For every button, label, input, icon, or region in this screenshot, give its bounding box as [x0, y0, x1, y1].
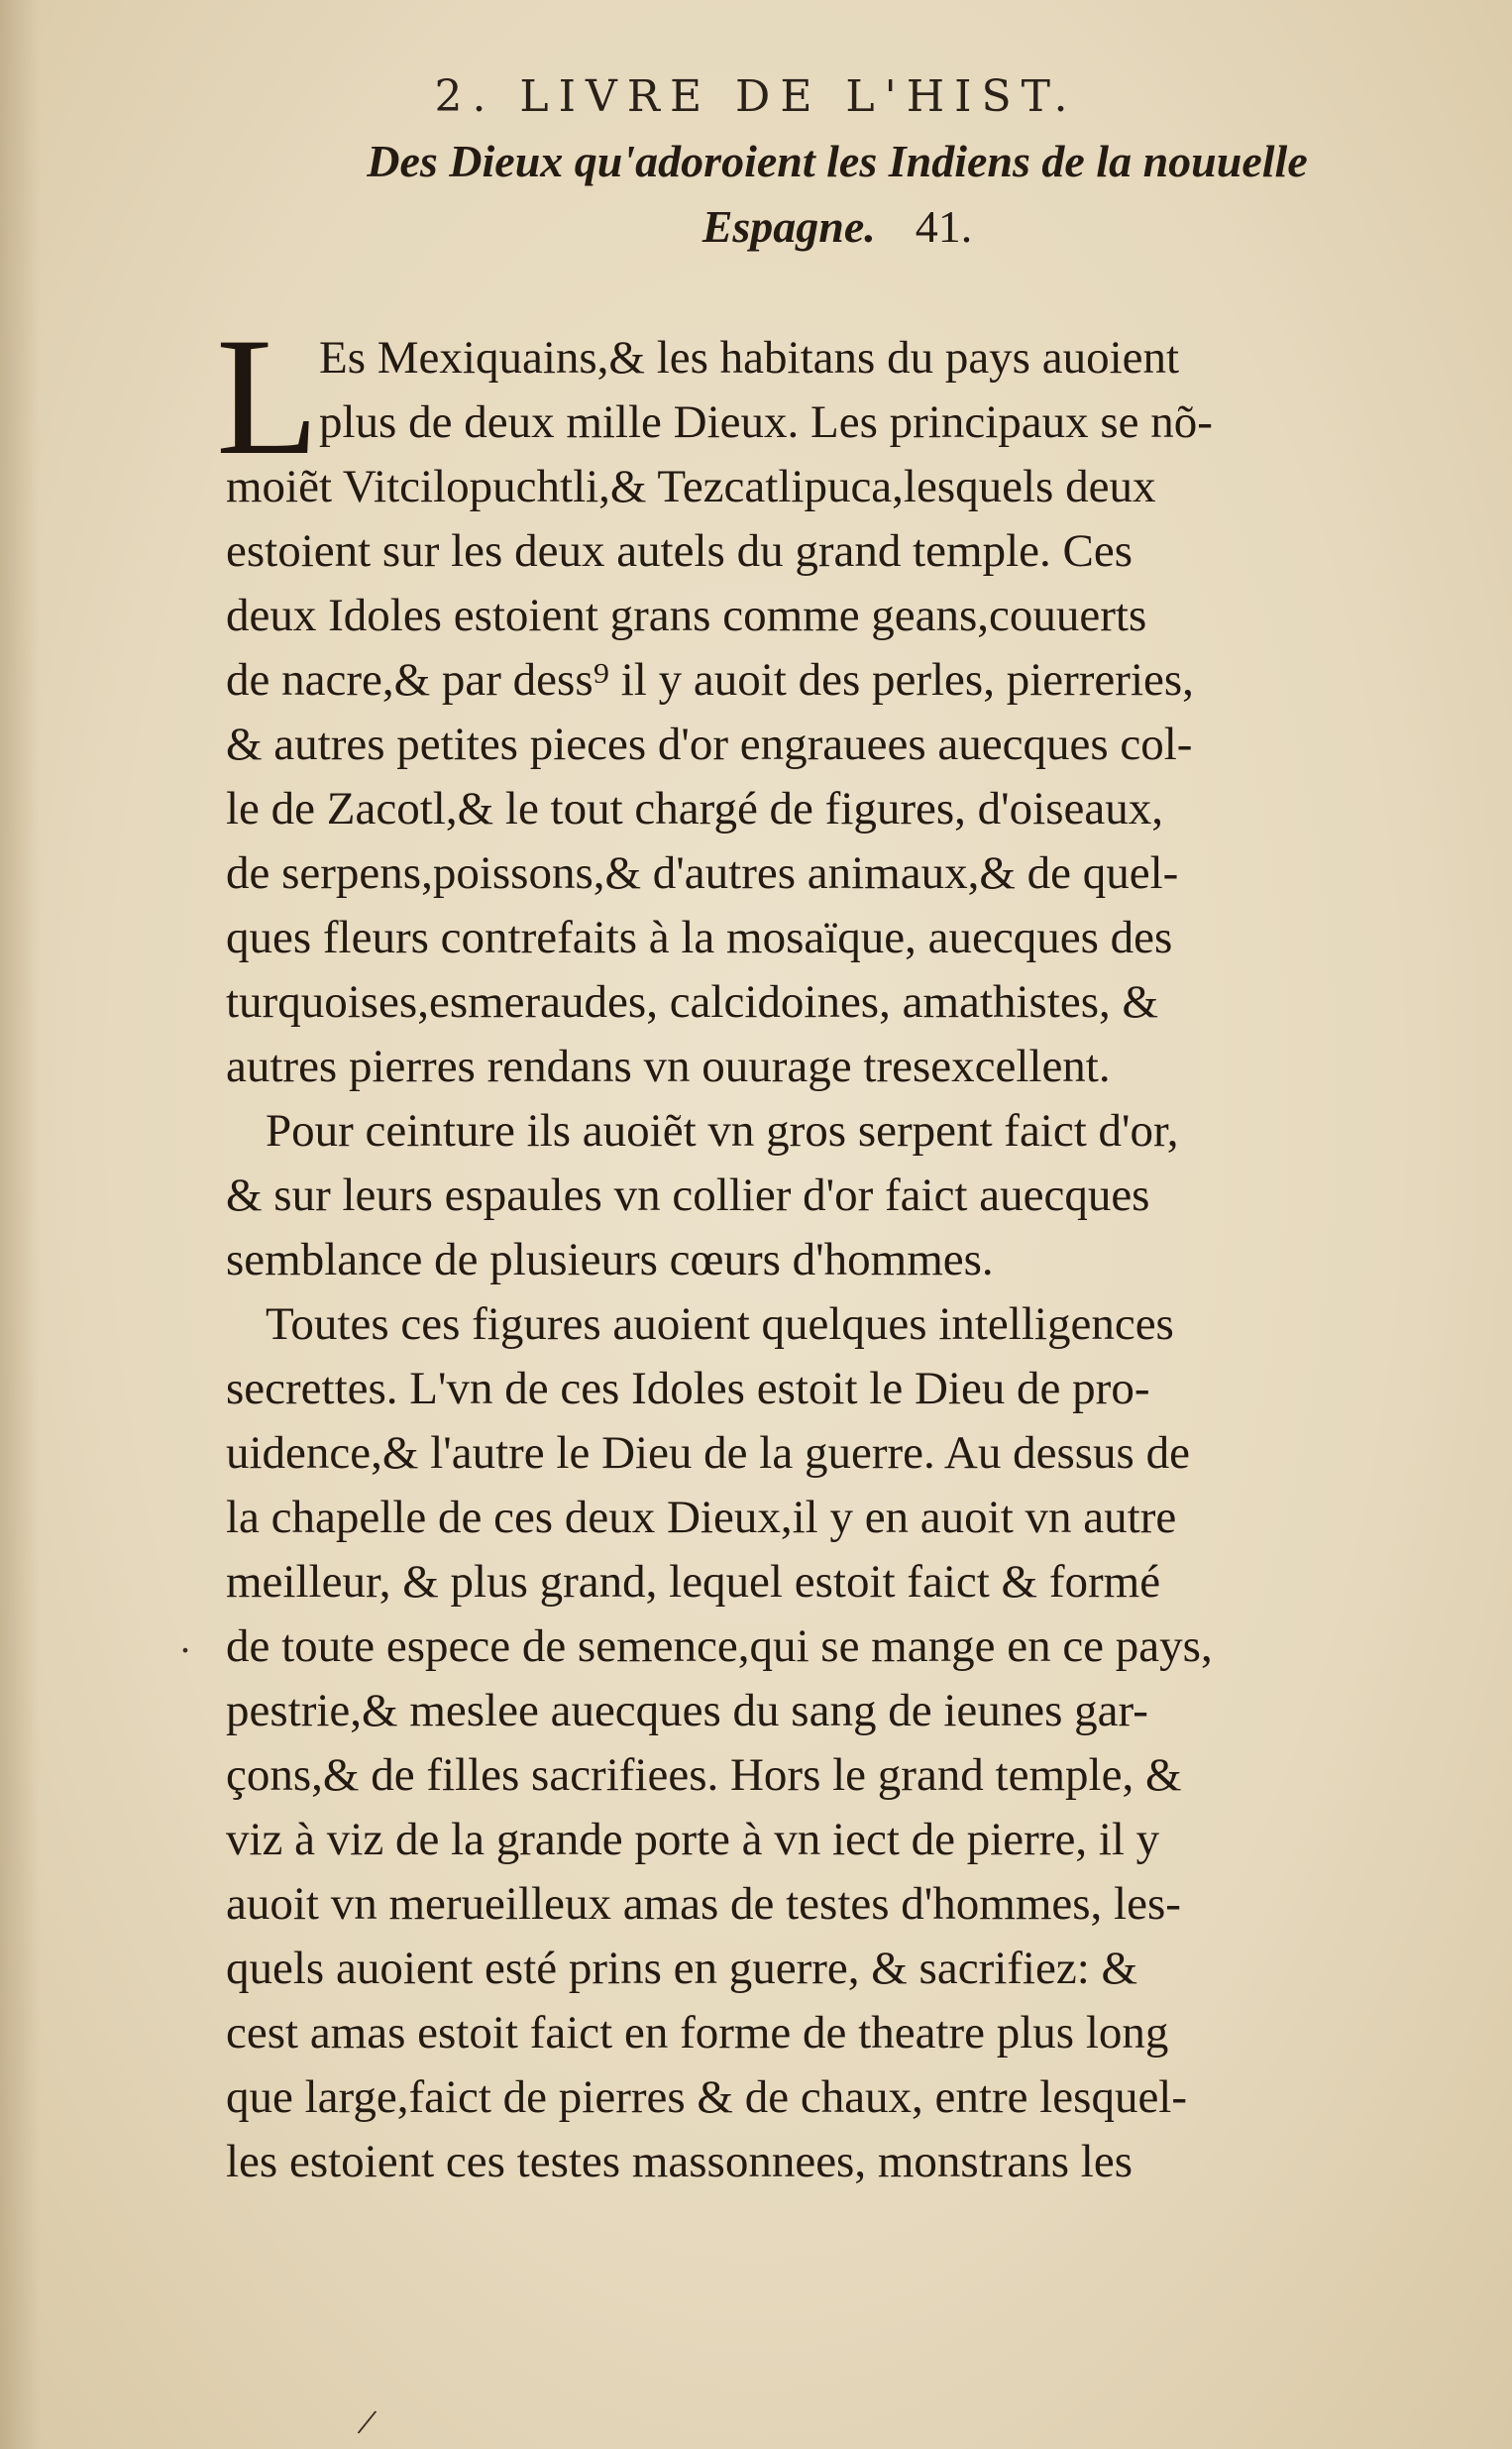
chapter-title-line1: Des Dieux qu'adoroient les Indiens de la nouuelle — [367, 136, 1308, 186]
text-line: autres pierres rendans vn ouurage tresexcellent. — [226, 1041, 1111, 1092]
text-line: turquoises,esmeraudes, calcidoines, amathistes, & — [226, 976, 1159, 1028]
text-line: que large,faict de pierres & de chaux, entre lesquel- — [226, 2071, 1188, 2123]
text-line: de serpens,poissons,& d'autres animaux,& de quel- — [226, 847, 1179, 899]
chapter-title-line2: Espagne. — [702, 201, 876, 252]
margin-mark: / — [354, 2398, 380, 2445]
text-line: ques fleurs contrefaits à la mosaïque, auecques des — [226, 912, 1173, 963]
text-line: moiẽt Vitcilopuchtli,& Tezcatlipuca,lesquels deux — [226, 461, 1156, 512]
text-line: le de Zacotl,& le tout chargé de figures, d'oiseaux, — [226, 783, 1163, 835]
text-line: quels auoient esté prins en guerre, & sacrifiez: & — [226, 1943, 1138, 1994]
text-line: Es Mexiquains,& les habitans du pays auoient — [319, 332, 1180, 384]
text-line: & autres petites pieces d'or engrauees auecques col- — [226, 719, 1193, 770]
text-line: de toute espece de semence,qui se mange en ce pays, — [226, 1620, 1213, 1672]
drop-cap: L — [216, 303, 319, 490]
text-line: estoient sur les deux autels du grand temple. Ces — [226, 525, 1133, 577]
text-line: les estoient ces testes massonnees, monstrans les — [226, 2136, 1134, 2187]
text-line: secrettes. L'vn de ces Idoles estoit le Dieu de pro- — [226, 1363, 1150, 1414]
chapter-title-line2-wrap — [317, 194, 1357, 260]
text-line: viz à viz de la grande porte à vn iect de pierre, il y — [226, 1814, 1160, 1865]
text-line: Toutes ces figures auoient quelques intelligences — [266, 1298, 1174, 1350]
text-line: çons,& de filles sacrifiees. Hors le grand temple, & — [226, 1749, 1182, 1801]
text-line: auoit vn merueilleux amas de testes d'hommes, les- — [226, 1878, 1181, 1930]
running-head: 2. LIVRE DE L'HIST. — [434, 71, 1078, 122]
text-line: Pour ceinture ils auoiẽt vn gros serpent faict d'or, — [266, 1105, 1179, 1157]
text-line: la chapelle de ces deux Dieux,il y en auoit vn autre — [226, 1492, 1177, 1543]
page-gutter-shadow — [0, 0, 40, 2449]
text-line: plus de deux mille Dieux. Les principaux se nõ- — [319, 396, 1213, 448]
text-line: uidence,& l'autre le Dieu de la guerre. Au dessus de — [226, 1427, 1190, 1479]
text-line: meilleur, & plus grand, lequel estoit faict & formé — [226, 1556, 1161, 1608]
text-line: semblance de plusieurs cœurs d'hommes. — [226, 1234, 994, 1285]
chapter-title — [317, 129, 1357, 260]
margin-mark: . — [180, 1616, 190, 1661]
text-line: pestrie,& meslee auecques du sang de ieunes gar- — [226, 1685, 1148, 1736]
chapter-number: 41. — [915, 201, 973, 252]
text-line: & sur leurs espaules vn collier d'or faict auecques — [226, 1169, 1150, 1221]
text-line: deux Idoles estoient grans comme geans,couuerts — [226, 590, 1147, 641]
text-line: de nacre,& par dess⁹ il y auoit des perles, pierreries, — [226, 654, 1194, 706]
text-line: cest amas estoit faict en forme de theatre plus long — [226, 2007, 1169, 2059]
